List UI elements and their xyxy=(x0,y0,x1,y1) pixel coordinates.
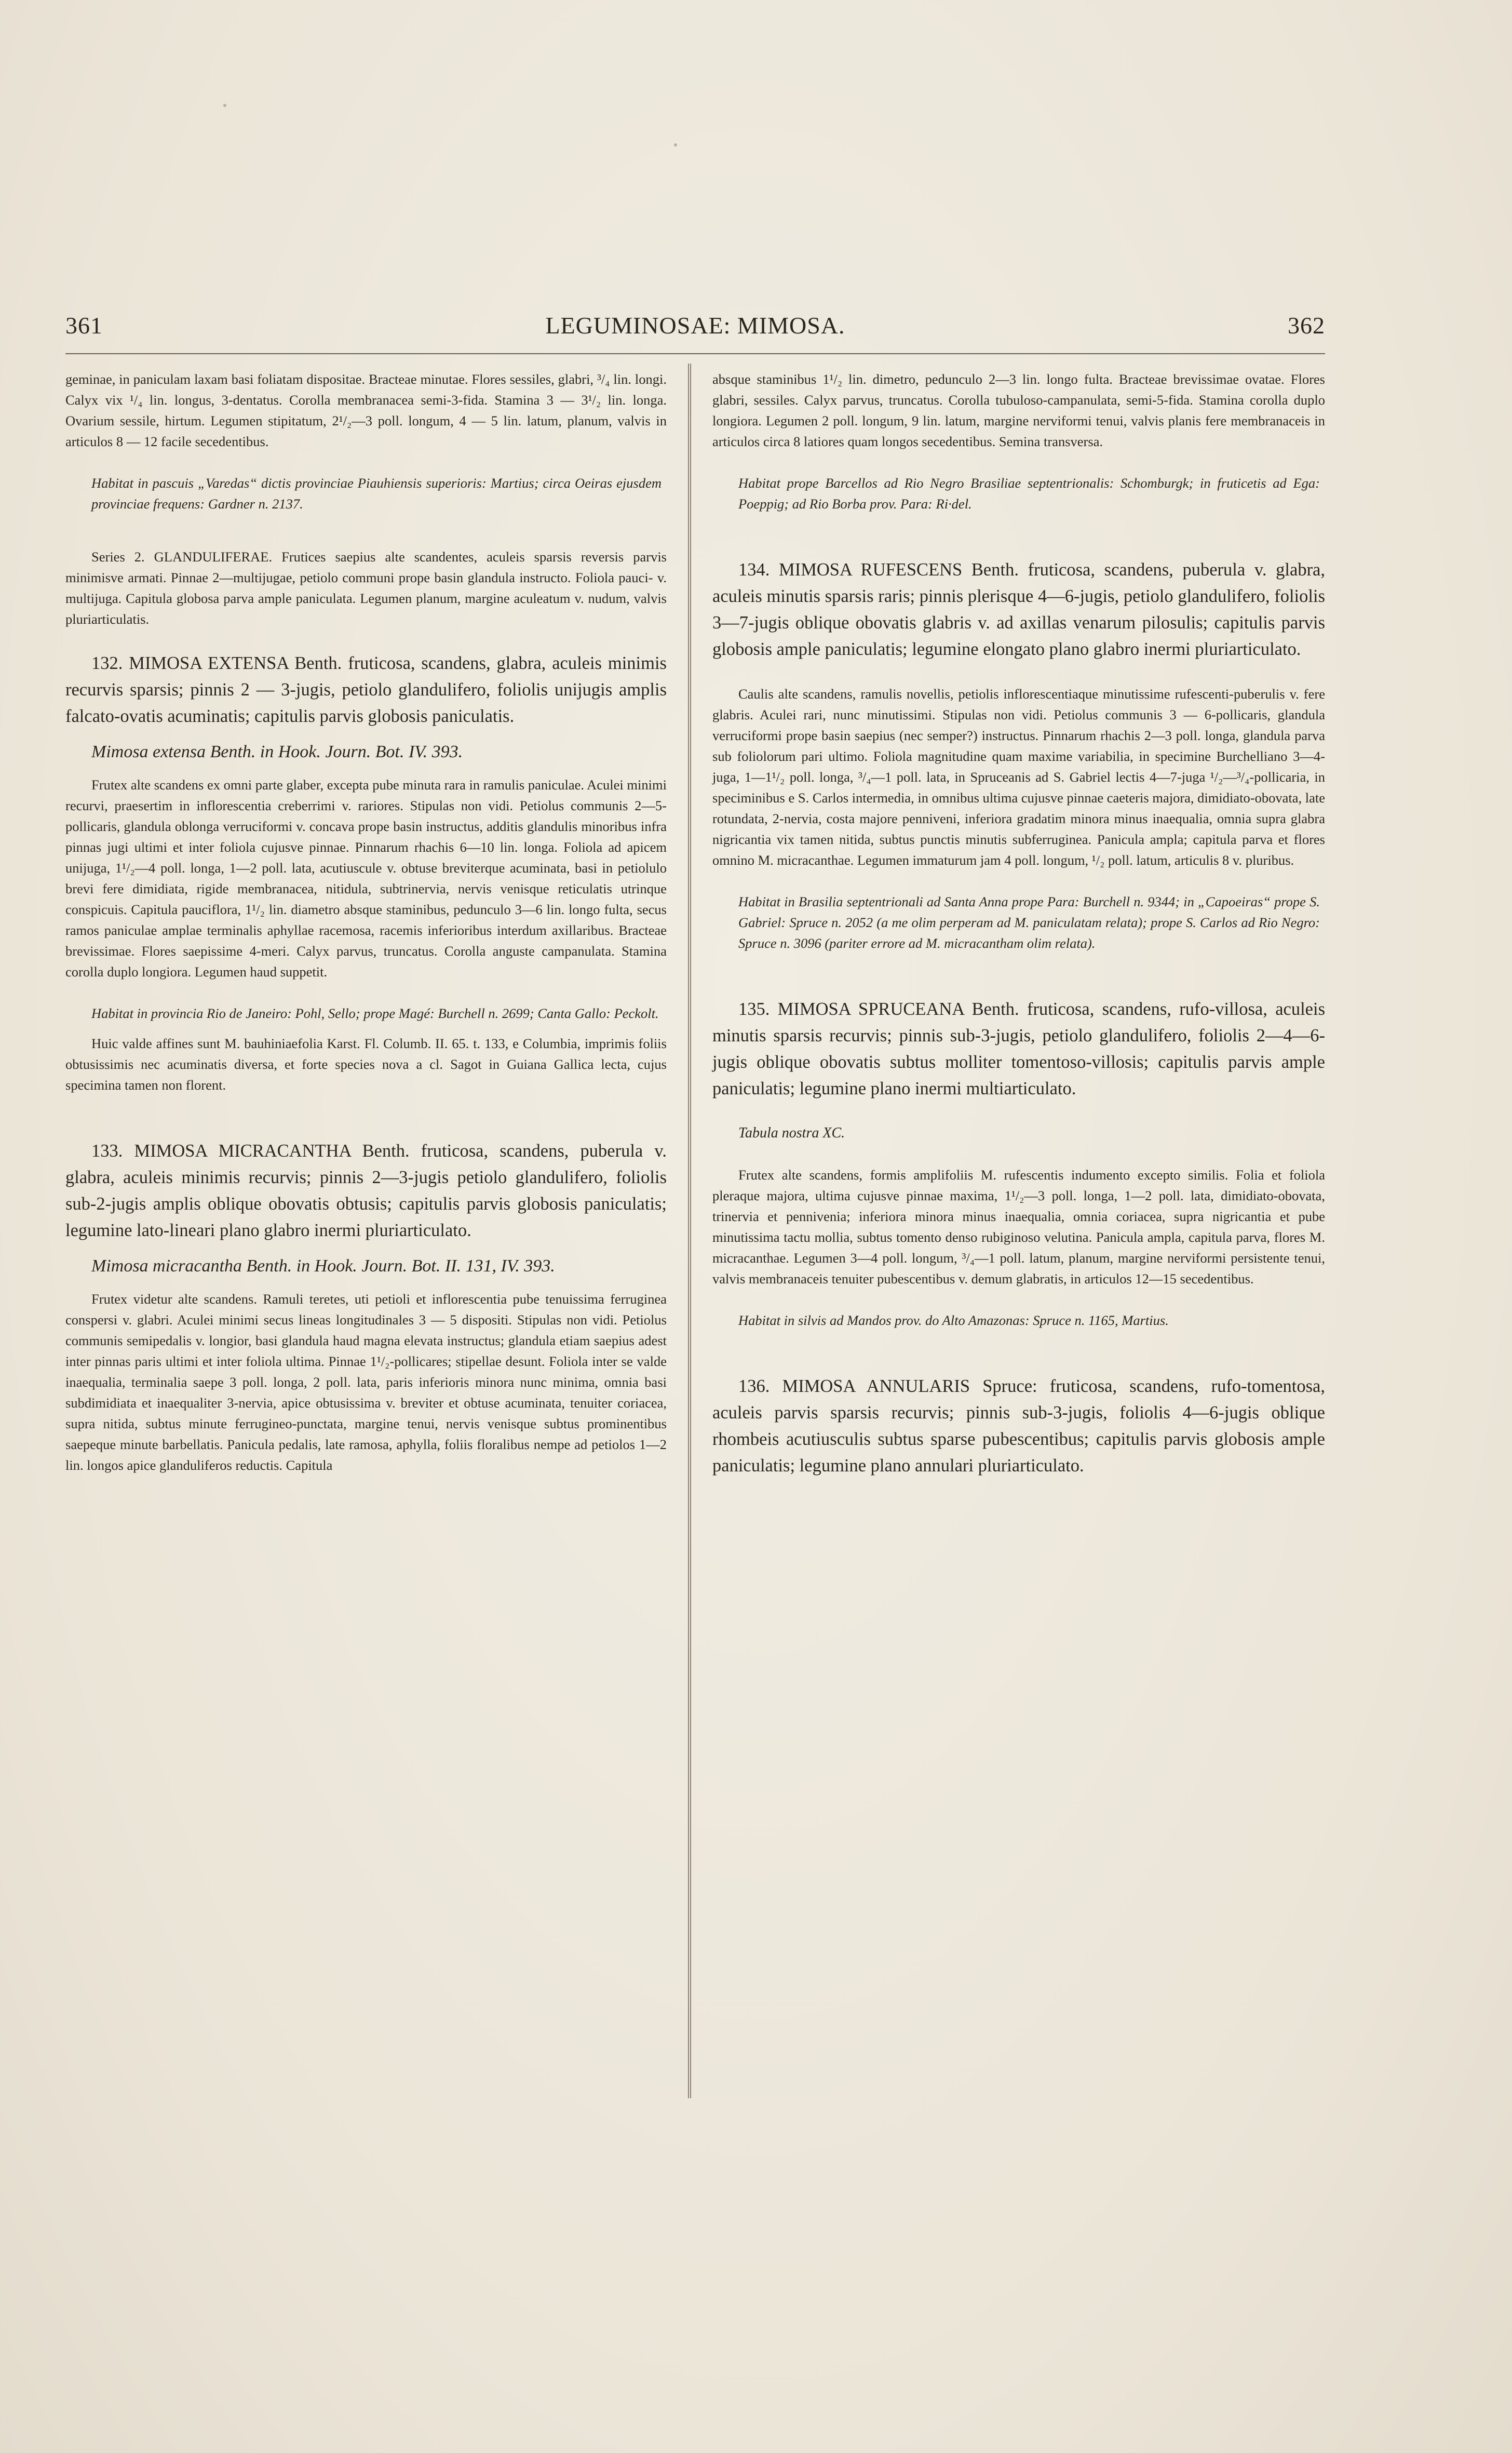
right-column xyxy=(712,369,1325,1479)
header-rule xyxy=(65,353,1325,354)
synonym-133: Mimosa micracantha Benth. in Hook. Journ. Bot. II. 131, IV. 393. xyxy=(91,1256,555,1276)
species-diagnosis-135: 135. MIMOSA SPRUCEANA Benth. fruticosa, scandens, rufo-villosa, aculeis minutis sparsis recurvis; pinnis sub-3-jugis, petiolo glandulifero, foliolis 2—4—6-jugis oblique obovatis subtus molliter tomentoso-villosis; capitulis parvis ample paniculatis; legumine plano inermi multiarticulato. xyxy=(712,999,1325,1098)
species-diagnosis-134: 134. MIMOSA RUFESCENS Benth. fruticosa, scandens, puberula v. glabra, aculeis minutis sparsis raris; pinnis plerisque 4—6-jugis, petiolo glandulifero, foliolis 3—7-jugis oblique obovatis glabris v. ad axillas venarum pilosulis; capitulis parvis globosis ample paniculatis; legumine elongato plano glabro inermi pluriarticulato. xyxy=(712,560,1325,659)
species-description-134: Caulis alte scandens, ramulis novellis, petiolis inflorescentiaque minutissime rufescenti-puberulis v. fere glabris. Aculei rari, nunc minutissimi. Stipulas non vidi. Petiolus communis 3 — 6-pollicaris, glandula verruciformi prope basin saepius (nec semper?) instructus. Pinnarum rhachis 2—3 poll. longa, glandula parva sub foliolorum pari ultimo. Foliola magnitudine quam maxime variabilia, in specimine Burchelliano 3—4-juga, 1—1¹/₂ poll. longa, ³/₄—1 poll. lata, in Spruceanis ad S. Gabriel lectis 4—7-juga ¹/₂—³/₄-pollicaria, in speciminibus e S. Carlos intermedia, in omnibus ultima cujusve pinnae caeteris majora, dimidiato-obovata, late rotundata, 2-nervia, costa majore penniveni, inferiora gradatim minora minus inaequalia, omnia supra glabra nigricantia vix tamen nitida, subtus punctis minutis subferruginea. Panicula ampla; capitula parva et flores omnino M. micracanthae. Legumen immaturum jam 4 poll. longum, ¹/₂ poll. latum, articulis 8 v. pluribus. xyxy=(712,686,1325,868)
running-title: LEGUMINOSAE: MIMOSA. xyxy=(545,312,845,339)
paper-speck xyxy=(223,104,226,107)
synonym-132: Mimosa extensa Benth. in Hook. Journ. Bot. IV. 393. xyxy=(91,742,463,761)
note-132: Huic valde affines sunt M. bauhiniaefolia Karst. Fl. Columb. II. 65. t. 133, e Columbia, imprimis foliis obtusissimis nec acuminatis diversa, et forte species nova a cl. Sagot in Guiana Gallica lecta, cujus specimina tamen non florent. xyxy=(65,1036,667,1093)
species-description-132: Frutex alte scandens ex omni parte glaber, excepta pube minuta rara in ramulis paniculae. Aculei minimi recurvi, praesertim in inflorescentia creberrimi v. rariores. Stipulas non vidi. Petiolus communis 2—5-pollicaris, glandula oblonga verruciformi v. concava prope basin instructus, additis glandulis minoribus infra pinnas jugi ultimi et inter foliola cujusve pinnae. Pinnarum rhachis 6—10 lin. longa. Foliola ad apicem unijuga, 1¹/₂—4 poll. longa, 1—2 poll. lata, acutiuscule v. obtuse breviterque acuminata, basi in petiolulo brevi fere dimidiata, rigide membranacea, nitidula, subtrinervia, nervis venisque reticulatis utrinque conspicuis. Capitula pauciflora, 1¹/₂ lin. diametro absque staminibus, pedunculo 3—6 lin. longo fulta, secus ramos paniculae amplae terminalis aphyllae racemosa, racemis inferioribus interdum axillaribus. Bracteae brevissimae. Flores saepissime 4-meri. Calyx parvus, truncatus. Corolla anguste campanulata. Stamina corolla duplo longiora. Legumen haud suppetit. xyxy=(65,777,667,980)
species-description-135: Frutex alte scandens, formis amplifoliis M. rufescentis indumento excepto similis. Folia et foliola pleraque majora, ultima cujusve pinnae maxima, 1¹/₂—3 poll. longa, 1—2 poll. lata, dimidiato-obovata, trinervia et pennivenia; inferiora minora minus inaequalia, omnia coriacea, supra nigricantia et pube minutissima tactu mollia, subtus tomento denso rubiginoso velutina. Panicula ampla, capitula parva, flores M. micracanthae. Legumen 3—4 poll. longum, ³/₄—1 poll. latum, planum, margine nerviformi persistente tenui, valvis membranaceis tenuiter pubescentibus v. demum glabratis, in articulos 12—15 secedentibus. xyxy=(712,1167,1325,1286)
column-divider xyxy=(688,364,691,2098)
habitat-132: Habitat in provincia Rio de Janeiro: Pohl, Sello; prope Magé: Burchell n. 2699; Canta Gallo: Peckolt. xyxy=(91,1006,659,1021)
species-diagnosis-132: 132. MIMOSA EXTENSA Benth. fruticosa, scandens, glabra, aculeis minimis recurvis sparsis; pinnis 2 — 3-jugis, petiolo glandulifero, foliolis unijugis amplis falcato-ovatis acuminatis; capitulis parvis globosis paniculatis. xyxy=(65,653,667,726)
continued-description: absque staminibus 1¹/₂ lin. dimetro, pedunculo 2—3 lin. longo fulta. Bracteae brevissimae ovatae. Flores glabri, sessiles. Calyx parvus, truncatus. Corolla tubuloso-campanulata, semi-5-fida. Stamina corolla duplo longiora. Legumen 2 poll. longum, 9 lin. latum, margine nerviformi tenui, valvis planis fere membranaceis in articulos circa 8 latiores quam longos secedentibus. Semina transversa. xyxy=(712,371,1325,449)
species-diagnosis-133: 133. MIMOSA MICRACANTHA Benth. fruticosa, scandens, puberula v. glabra, aculeis minimis recurvis; pinnis 2—3-jugis petiolo glandulifero, foliolis sub-2-jugis amplis oblique obovatis obtusis; capitulis parvis globosis paniculatis; legumine lato-lineari plano glabro inermi pluriarticulato. xyxy=(65,1141,667,1240)
series-description: Series 2. GLANDULIFERAE. Frutices saepius alte scandentes, aculeis sparsis reversis parvis minimisve armati. Pinnae 2—multijugae, petiolo communi prope basin glandula instructo. Foliola pauci- v. multijuga. Capitula globosa parva ample paniculata. Legumen planum, margine aculeatum v. nudum, valvis pluriarticulatis. xyxy=(65,549,667,627)
species-diagnosis-136: 136. MIMOSA ANNULARIS Spruce: fruticosa, scandens, rufo-tomentosa, aculeis parvis sparsis recurvis; pinnis sub-3-jugis, foliolis 4—6-jugis oblique rhombeis acutiusculis subtus sparse pubescentibus; capitulis parvis globosis ample paniculatis; legumine plano annulari pluriarticulato. xyxy=(712,1376,1325,1476)
left-column xyxy=(65,369,667,1476)
plate-reference-135: Tabula nostra XC. xyxy=(738,1125,845,1141)
continued-description: geminae, in paniculam laxam basi foliatam dispositae. Bracteae minutae. Flores sessiles, glabri, ³/₄ lin. longi. Calyx vix ¹/₄ lin. longus, 3-dentatus. Corolla membranacea semi-3-fida. Stamina 3 — 3¹/₂ lin. longa. Ovarium sessile, hirtum. Legumen stipitatum, 2¹/₂—3 poll. longum, 4 — 5 lin. latum, planum, valvis in articulos 8 — 12 facile secedentibus. xyxy=(65,371,667,449)
habitat-note: Habitat in pascuis „Varedas“ dictis provinciae Piauhiensis superioris: Martius; circa Oeiras ejusdem provinciae frequens: Gardner n. 2137. xyxy=(91,475,662,512)
running-head xyxy=(65,312,1325,343)
species-description-133: Frutex videtur alte scandens. Ramuli teretes, uti petioli et inflorescentia pube tenuissima ferruginea conspersi v. glabri. Aculei minimi secus lineas longitudinales 3 — 5 dispositi. Stipulas non vidi. Petiolus communis semipedalis v. longior, basi glandula haud magna elevata instructus; glandula etiam saepius adest inter pinnas paris ultimi et inter foliola ultima. Pinnae 1¹/₂-pollicares; stipellae desunt. Foliola inter se valde inaequalia, terminalia saepe 3 poll. longa, 2 poll. lata, paris inferioris minora nunc minima, omnia basi subdimidiata et inaequaliter 3-nervia, apice obtusissima v. breviter et obtuse acuminata, tenuiter coriacea, supra nitida, subtus minute ferrugineo-punctata, margine tenui, nervis venisque subtus prominentibus saepeque minute barbellatis. Panicula pedalis, late ramosa, aphylla, foliis floralibus nempe ad petiolos 1—2 lin. longos apice glanduliferos reductis. Capitula xyxy=(65,1291,667,1473)
page-number-left: 361 xyxy=(65,312,103,339)
habitat-134: Habitat in Brasilia septentrionali ad Santa Anna prope Para: Burchell n. 9344; in „Capoeiras“ prope S. Gabriel: Spruce n. 2052 (a me olim perperam ad M. paniculatam relata); prope S. Carlos ad Rio Negro: Spruce n. 3096 (pariter errore ad M. micracantham olim relata). xyxy=(738,894,1320,951)
habitat-135: Habitat in silvis ad Mandos prov. do Alto Amazonas: Spruce n. 1165, Martius. xyxy=(738,1312,1169,1328)
habitat-133: Habitat prope Barcellos ad Rio Negro Brasiliae septentrionalis: Schomburgk; in fruticetis ad Ega: Poeppig; ad Rio Borba prov. Para: Ri·del. xyxy=(738,475,1320,512)
page-number-right: 362 xyxy=(1288,312,1325,339)
paper-speck xyxy=(674,143,677,146)
